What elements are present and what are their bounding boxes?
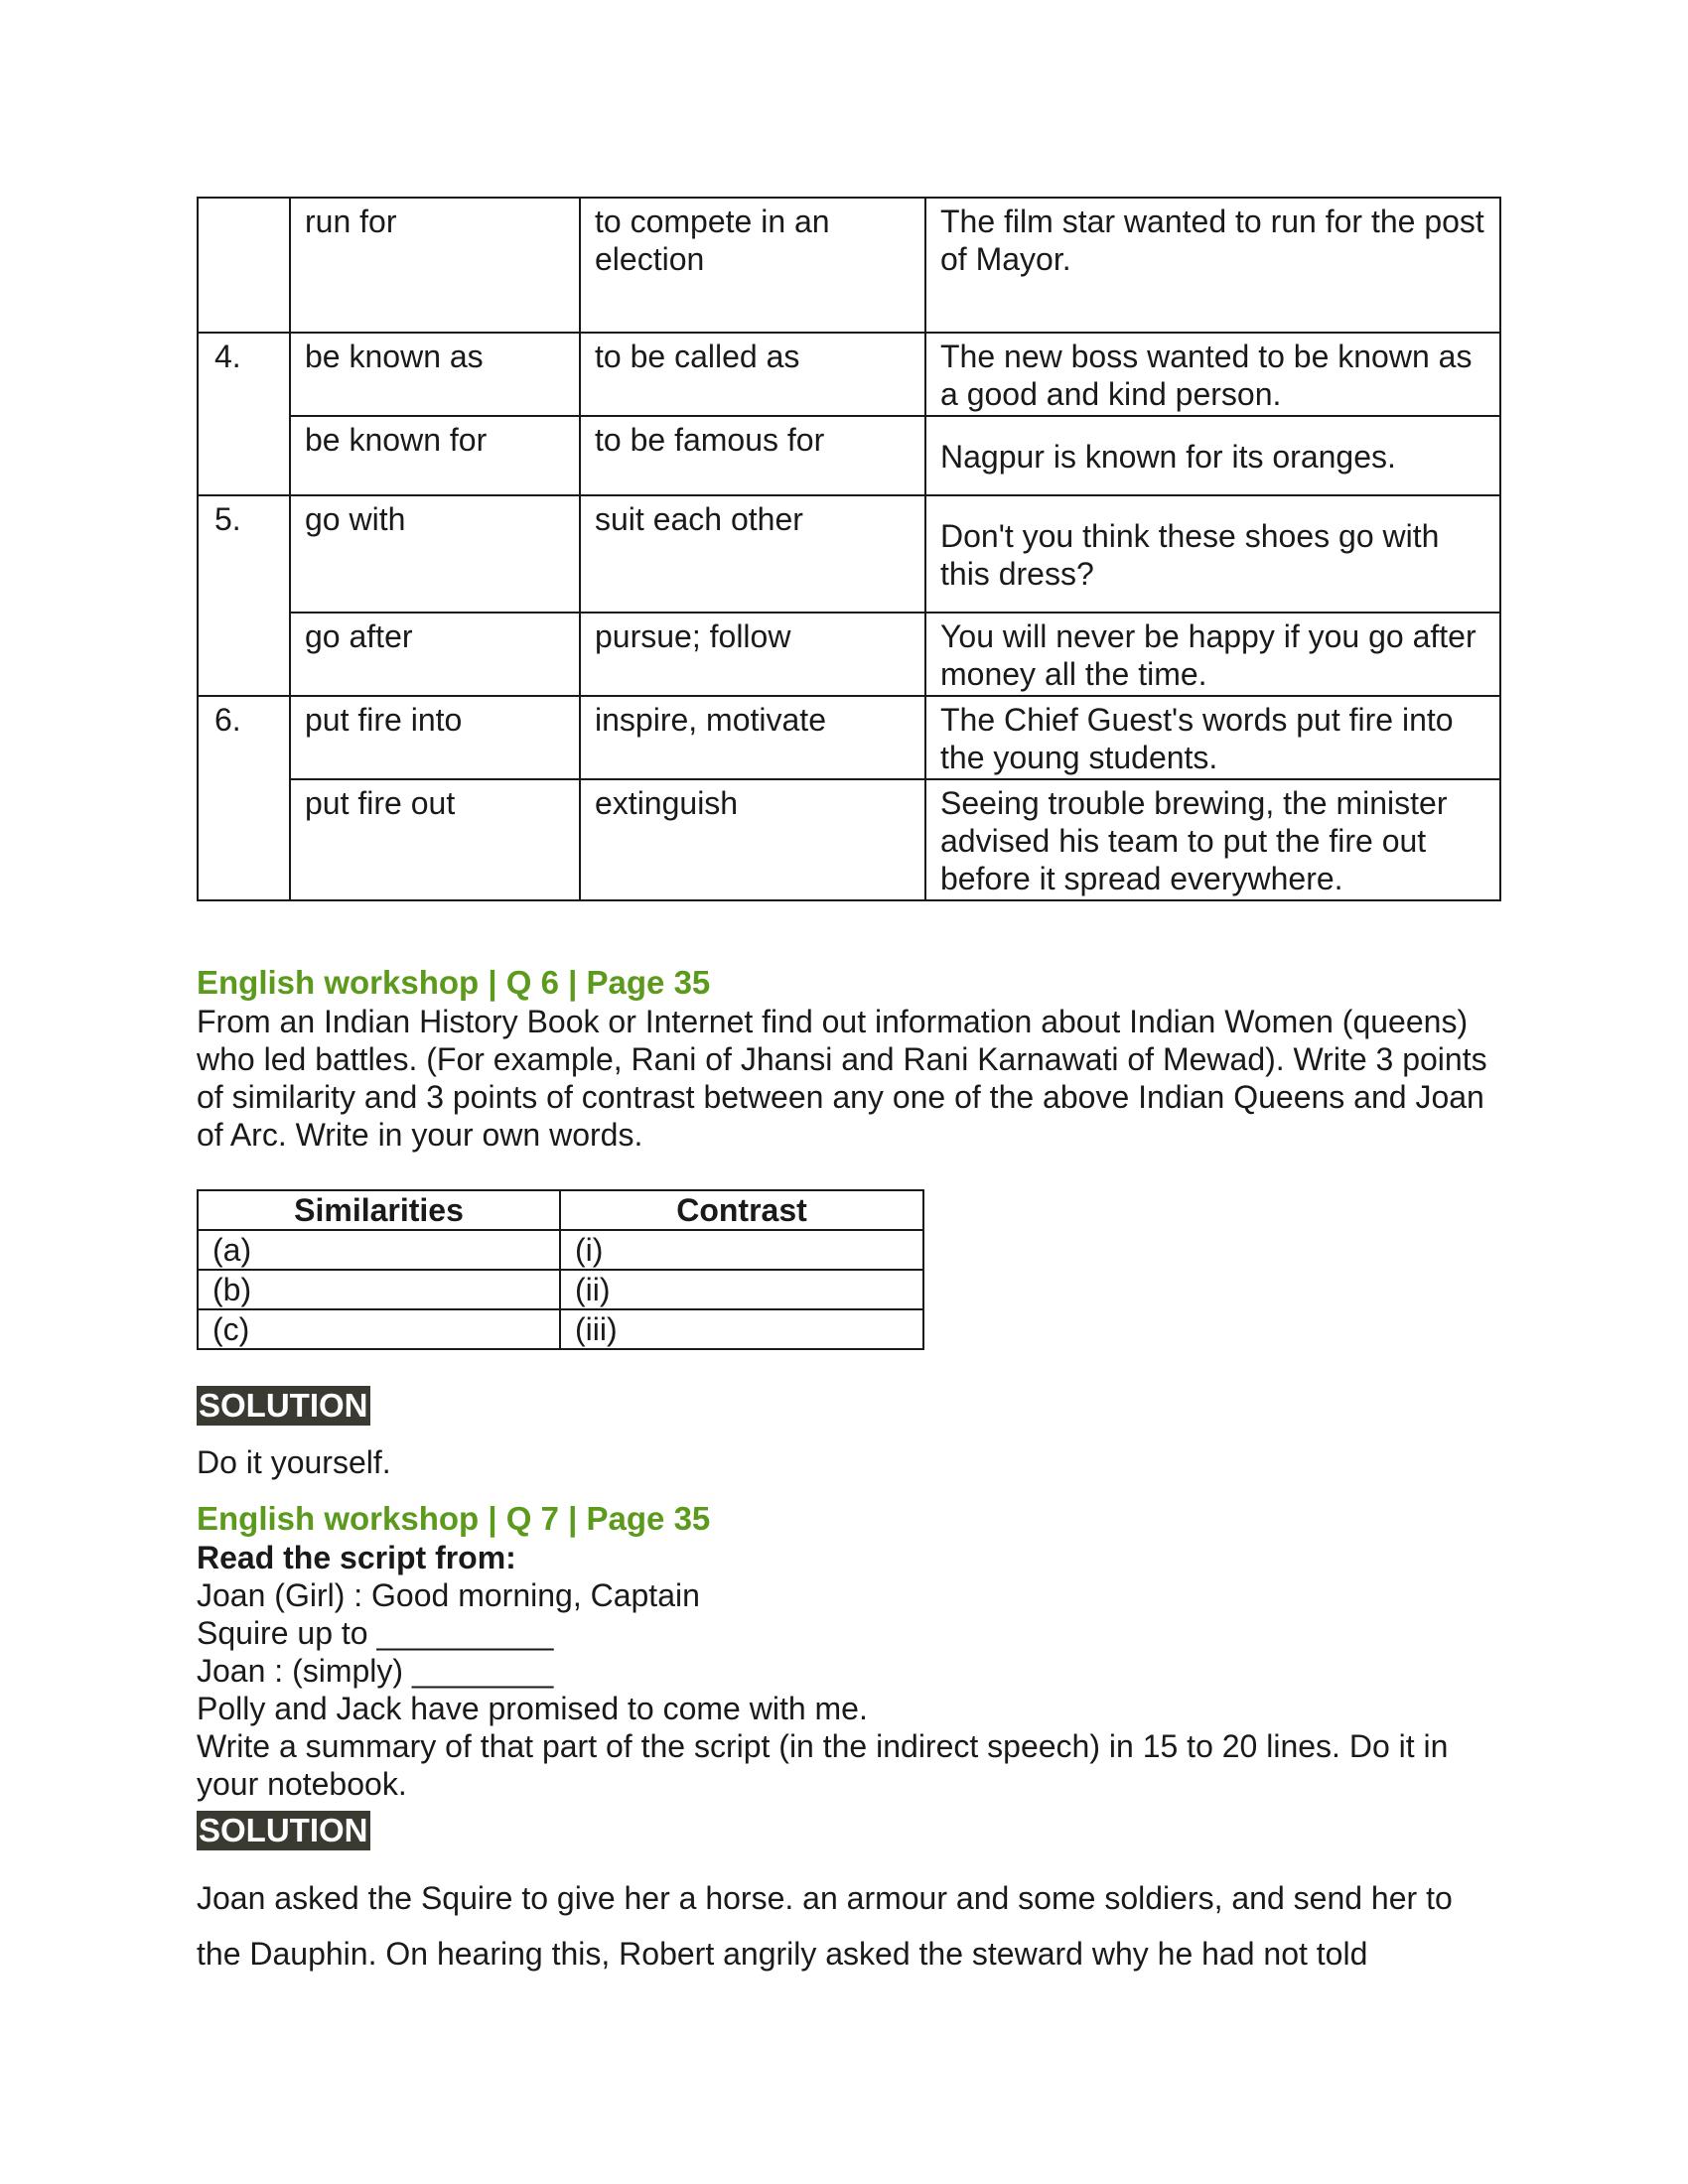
similarity-cell: (a) (198, 1230, 560, 1270)
table-row (198, 1270, 923, 1309)
contrast-cell: (iii) (560, 1309, 923, 1349)
question-6-section (197, 963, 1499, 1481)
contrast-header: Contrast (560, 1190, 923, 1230)
example-cell: Don't you think these shoes go with this dress? (925, 495, 1500, 613)
contrast-cell: (ii) (560, 1270, 923, 1309)
script-line: Squire up to __________ (197, 1615, 554, 1651)
solution-badge: SOLUTION (199, 1387, 368, 1424)
table-row (198, 495, 1500, 613)
example-cell: Seeing trouble brewing, the minister advised his team to put the fire out before it spread everywhere. (925, 779, 1500, 900)
phrase-cell: put fire out (290, 779, 580, 900)
page-content (197, 197, 1499, 1981)
phrase-cell: be known as (290, 333, 580, 416)
phrase-cell: put fire into (290, 696, 580, 779)
meaning-cell: extinguish (580, 779, 925, 900)
meaning-cell: inspire, motivate (580, 696, 925, 779)
phrase-cell: go with (290, 495, 580, 613)
table-row (198, 779, 1500, 900)
table-row (198, 1230, 923, 1270)
script-line: Joan (Girl) : Good morning, Captain (197, 1577, 700, 1613)
row-number: 5. (198, 495, 290, 696)
solution-badge: SOLUTION (199, 1812, 368, 1848)
question-7-instruction: Write a summary of that part of the script (in the indirect speech) in 15 to 20 lines. Do it in your notebook. (197, 1728, 1449, 1802)
table-row (198, 198, 1500, 333)
meaning-cell: pursue; follow (580, 613, 925, 696)
example-cell: You will never be happy if you go after money all the time. (925, 613, 1500, 696)
similarity-cell: (b) (198, 1270, 560, 1309)
table-row (198, 1309, 923, 1349)
example-cell: The Chief Guest's words put fire into the young students. (925, 696, 1500, 779)
question-7-section (197, 1499, 1499, 1981)
phrase-cell: run for (290, 198, 580, 333)
meaning-cell: suit each other (580, 495, 925, 613)
row-number (198, 198, 290, 333)
table-row (198, 613, 1500, 696)
row-number: 6. (198, 696, 290, 900)
meaning-cell: to compete in an election (580, 198, 925, 333)
similarity-cell: (c) (198, 1309, 560, 1349)
phrase-cell: go after (290, 613, 580, 696)
meaning-cell: to be famous for (580, 416, 925, 495)
question-6-text: From an Indian History Book or Internet find out information about Indian Women (queens) who led battles. (For example, Rani of Jhansi and Rani Karnawati of Mewad). Write 3 points of similarity and 3 points of contrast between any one of the above Indian Queens and Joan of Arc. Write in your own words. (197, 1004, 1487, 1153)
phrase-cell: be known for (290, 416, 580, 495)
solution-text: Do it yourself. (197, 1444, 391, 1480)
example-cell: Nagpur is known for its oranges. (925, 416, 1500, 495)
script-line: Joan : (simply) ________ (197, 1653, 554, 1689)
example-cell: The film star wanted to run for the post of Mayor. (925, 198, 1500, 333)
similarities-header: Similarities (198, 1190, 560, 1230)
question-7-intro: Read the script from: (197, 1540, 516, 1575)
contrast-cell: (i) (560, 1230, 923, 1270)
table-row (198, 696, 1500, 779)
question-7-heading: English workshop | Q 7 | Page 35 (197, 1500, 711, 1537)
phrasal-verbs-table (197, 197, 1501, 901)
example-cell: The new boss wanted to be known as a good and kind person. (925, 333, 1500, 416)
meaning-cell: to be called as (580, 333, 925, 416)
table-row (198, 333, 1500, 416)
solution-text: Joan asked the Squire to give her a horse. an armour and some soldiers, and send her to the Dauphin. On hearing this, Robert angrily asked the steward why he had not told (197, 1880, 1453, 1972)
row-number: 4. (198, 333, 290, 495)
table-row (198, 416, 1500, 495)
script-line: Polly and Jack have promised to come with me. (197, 1691, 868, 1726)
question-6-heading: English workshop | Q 6 | Page 35 (197, 964, 711, 1001)
similarities-contrast-table (197, 1189, 924, 1350)
